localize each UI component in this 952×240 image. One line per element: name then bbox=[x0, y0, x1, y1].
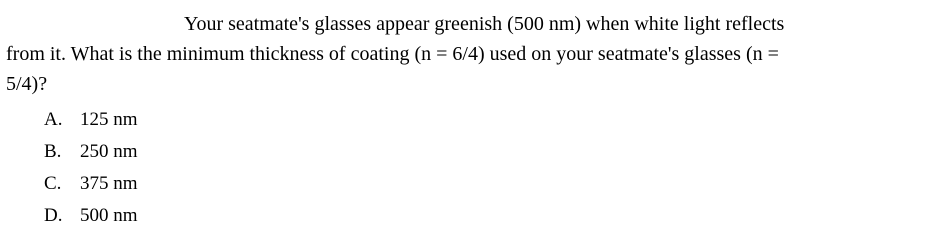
option-letter: D. bbox=[44, 205, 63, 226]
option-text: 125 nm bbox=[80, 109, 138, 130]
option-text: 500 nm bbox=[80, 205, 138, 226]
option-text: 250 nm bbox=[80, 141, 138, 162]
question-line-1: Your seatmate's glasses appear greenish (500 nm) when white light reflects bbox=[184, 13, 785, 35]
question-text bbox=[6, 9, 946, 99]
option-letter: C. bbox=[44, 173, 62, 194]
option-letter: A. bbox=[44, 109, 63, 130]
option-c bbox=[44, 168, 138, 200]
option-d bbox=[44, 200, 138, 232]
option-letter: B. bbox=[44, 141, 62, 162]
option-text: 375 nm bbox=[80, 173, 138, 194]
option-a bbox=[44, 104, 138, 136]
question-line-2: from it. What is the minimum thickness of coating (n = 6/4) used on your seatmate's glasses (n = bbox=[6, 43, 779, 65]
option-b bbox=[44, 136, 138, 168]
answer-options bbox=[44, 104, 138, 232]
question-line-3: 5/4)? bbox=[6, 73, 48, 95]
